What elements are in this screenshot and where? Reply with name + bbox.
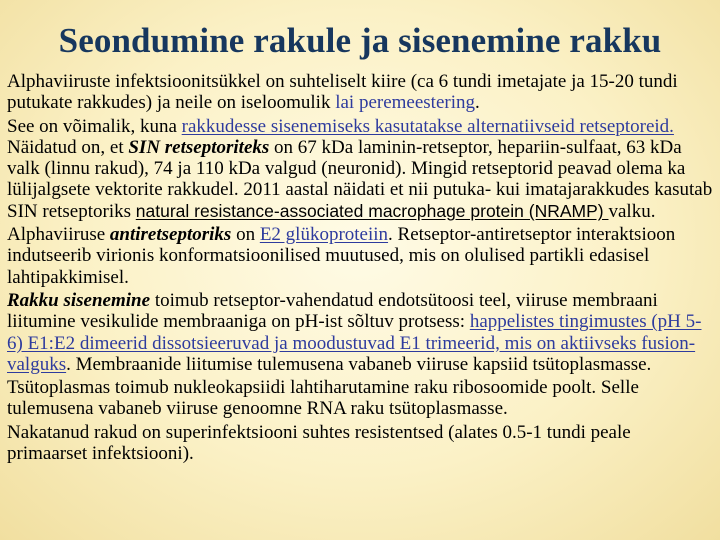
slide-body — [7, 71, 713, 466]
paragraph-superinfection: Nakatanud rakud on superinfektsiooni suhtes resistentsed (alates 0.5-1 tundi peale primaarset infektsiooni). — [7, 421, 631, 465]
text: . Retseptor-antiretseptor interaktsioon indutseerib virionis konformatsioonilised muutused, mis on olulised partikli edasisel lahtipakkimisel. — [7, 224, 676, 288]
text: . — [475, 92, 480, 114]
link-e2-glycoprotein[interactable]: E2 glükoproteiin — [259, 224, 389, 246]
text: See on võimalik, kuna — [7, 115, 182, 137]
underlined-nramp: natural resistance-associated macrophage protein (NRAMP) — [135, 200, 609, 221]
text: . Membraanide liitumise tulemusena vabaneb viiruse kapsiid tsütoplasmasse. — [66, 353, 652, 375]
text: toimub retseptor-vahendatud endotsütoosi teel, viiruse membraani liitumine vesikulide membraaniga on pH-ist sõltuv protsess: — [7, 289, 658, 333]
emphasis-sin-receptors: SIN retseptoriteks — [128, 136, 270, 158]
paragraph-receptors — [7, 116, 713, 222]
emphasis-cell-entry: Rakku sisenemine — [7, 289, 151, 311]
link-acidic-conditions[interactable]: happelistes tingimustes (pH 5-6) E1:E2 dimeerid dissotsieeruvad ja moodustuvad E1 trimeerid, mis on aktiivseks fusion-valguks — [7, 311, 702, 375]
paragraph-uncoating: Tsütoplasmas toimub nukleokapsiidi lahtiharutamine raku ribosoomide poolt. Selle tulemusena vabaneb viiruse genoomne RNA raku tsütoplasmasse. — [7, 377, 639, 420]
slide-title: Seondumine rakule ja sisenemine rakku — [58, 21, 662, 60]
text: Näidatud on, et — [7, 136, 129, 158]
text: valku. — [608, 200, 656, 222]
paragraph-host-range — [7, 71, 713, 114]
paragraph-entry — [7, 290, 713, 375]
emphasis-antireceptor: antiretseptoriks — [109, 224, 232, 246]
text: on — [231, 224, 260, 246]
text: Alphaviiruse — [7, 224, 110, 246]
text: Alphaviiruste infektsioonitsükkel on suhteliselt kiire (ca 6 tundi imetajate ja 15-20 tundi putukate rakkudes) ja neile on iseloomulik — [7, 71, 678, 114]
paragraph-antireceptor — [7, 224, 713, 288]
link-alternative-receptors[interactable]: rakkudesse sisenemiseks kasutatakse alternatiivseid retseptoreid. — [181, 115, 674, 137]
highlight-host-range: lai peremeestering — [335, 92, 475, 114]
text: on 67 kDa laminin-retseptor, hepariin-sulfaat, 63 kDa valk (linnu rakud), 74 ja 110 kDa valgud (neuronid). Mingid retseptorid peavad olema ka lülijalgsete vektorite rakkudel. 2011 aastal näidati et nii putuka- kui imatajarakkudes kasutab SIN retseptoriks — [7, 136, 713, 222]
